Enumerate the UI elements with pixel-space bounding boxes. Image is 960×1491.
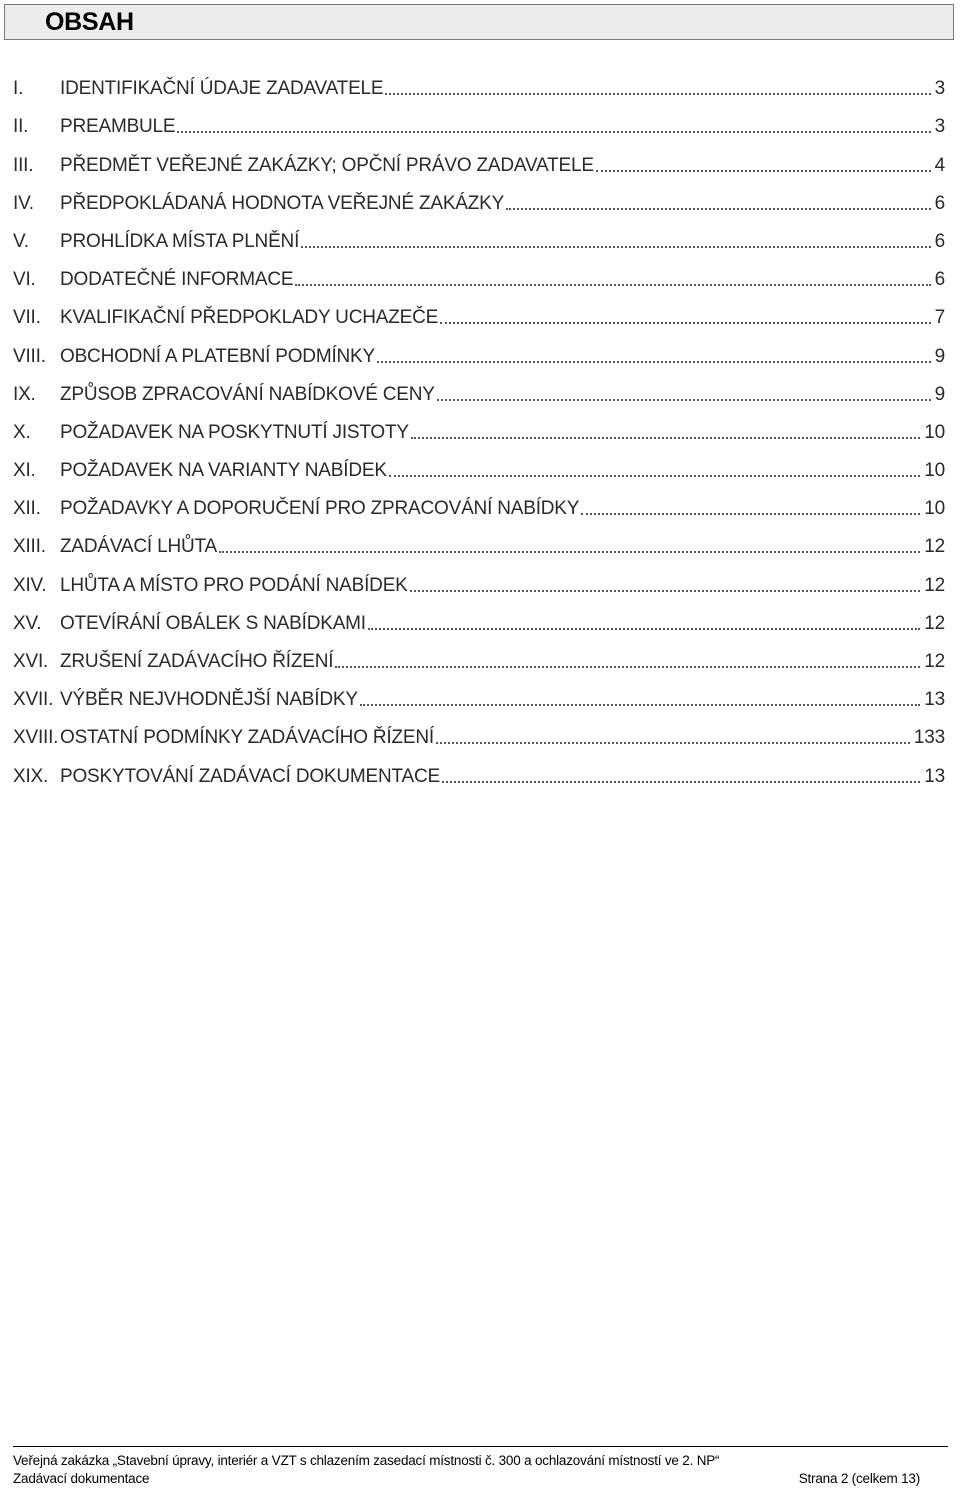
toc-entry[interactable] xyxy=(13,444,945,482)
toc-dot-leader xyxy=(389,475,920,477)
toc-entry-page: 13 xyxy=(924,689,945,711)
toc-dot-leader xyxy=(596,170,931,172)
toc-entry-number: IV. xyxy=(13,192,34,214)
toc-entry[interactable] xyxy=(13,711,945,749)
toc-entry[interactable] xyxy=(13,406,945,444)
toc-entry-number: XV. xyxy=(13,612,42,634)
toc-entry[interactable] xyxy=(13,215,945,253)
footer-divider xyxy=(13,1446,948,1447)
toc-entry[interactable] xyxy=(13,329,945,367)
toc-entry-page: 12 xyxy=(924,536,945,558)
toc-entry-page: 13 xyxy=(924,765,945,787)
toc-entry-number: V. xyxy=(13,230,29,252)
toc-dot-leader xyxy=(581,513,920,515)
toc-entry-label: OSTATNÍ PODMÍNKY ZADÁVACÍHO ŘÍZENÍ xyxy=(60,727,434,749)
toc-dot-leader xyxy=(177,131,930,133)
toc-entry-label: POŽADAVKY A DOPORUČENÍ PRO ZPRACOVÁNÍ NABÍDKY xyxy=(60,498,580,520)
toc-dot-leader xyxy=(335,666,920,668)
toc-entry-page: 12 xyxy=(924,574,945,596)
toc-entry-page: 6 xyxy=(934,230,945,252)
toc-entry-number: X. xyxy=(13,421,31,443)
toc-dot-leader xyxy=(301,246,930,248)
toc-entry-label: OTEVÍRÁNÍ OBÁLEK S NABÍDKAMI xyxy=(60,612,366,634)
toc-dot-leader xyxy=(377,361,931,363)
toc-entry-page: 133 xyxy=(913,727,945,749)
toc-entry-page: 9 xyxy=(934,383,945,405)
toc-entry-label: KVALIFIKAČNÍ PŘEDPOKLADY UCHAZEČE xyxy=(60,307,439,329)
toc-entry-label: OBCHODNÍ A PLATEBNÍ PODMÍNKY xyxy=(60,345,376,367)
toc-entry-number: XIX. xyxy=(13,765,49,787)
toc-entry-page: 12 xyxy=(924,612,945,634)
footer-contract-title: Veřejná zakázka „Stavební úpravy, interiér a VZT s chlazením zasedací místnosti č. 300 a ochlazování místností ve 2. NP“ xyxy=(13,1453,720,1468)
footer-doc-name: Zadávací dokumentace xyxy=(13,1471,150,1486)
toc-entry-number: XI. xyxy=(13,460,36,482)
toc-dot-leader xyxy=(219,551,920,553)
toc-entry-page: 4 xyxy=(934,154,945,176)
toc-entry-page: 6 xyxy=(934,192,945,214)
toc-dot-leader xyxy=(368,628,920,630)
toc-entry-label: PŘEDPOKLÁDANÁ HODNOTA VEŘEJNÉ ZAKÁZKY xyxy=(60,192,505,214)
toc-entry-number: VI. xyxy=(13,269,36,291)
table-of-contents xyxy=(13,62,945,788)
toc-entry-label: VÝBĚR NEJVHODNĚJŠÍ NABÍDKY xyxy=(60,689,358,711)
toc-entry[interactable] xyxy=(13,749,945,787)
toc-entry-label: LHŮTA A MÍSTO PRO PODÁNÍ NABÍDEK xyxy=(60,574,408,596)
toc-entry-number: IX. xyxy=(13,383,36,405)
toc-entry[interactable] xyxy=(13,138,945,176)
toc-entry[interactable] xyxy=(13,177,945,215)
toc-entry-label: POŽADAVEK NA VARIANTY NABÍDEK xyxy=(60,460,387,482)
toc-entry-number: XVIII. xyxy=(13,727,59,749)
toc-dot-leader xyxy=(440,322,931,324)
toc-dot-leader xyxy=(506,208,930,210)
toc-entry-number: XII. xyxy=(13,498,41,520)
toc-entry-label: POSKYTOVÁNÍ ZADÁVACÍ DOKUMENTACE xyxy=(60,765,441,787)
toc-entry-label: ZADÁVACÍ LHŮTA xyxy=(60,536,217,558)
toc-entry-number: XVII. xyxy=(13,689,54,711)
toc-heading-title: OBSAH xyxy=(45,8,134,36)
toc-entry-number: XVI. xyxy=(13,651,49,672)
toc-entry-page: 12 xyxy=(924,651,945,672)
toc-entry-label: PŘEDMĚT VEŘEJNÉ ZAKÁZKY; OPČNÍ PRÁVO ZADAVATELE xyxy=(60,154,594,176)
toc-entry-label: IDENTIFIKAČNÍ ÚDAJE ZADAVATELE xyxy=(60,78,384,100)
toc-dot-leader xyxy=(411,437,920,439)
toc-dot-leader xyxy=(385,93,930,95)
toc-dot-leader xyxy=(410,590,921,592)
toc-entry-label: POŽADAVEK NA POSKYTNUTÍ JISTOTY xyxy=(60,421,409,443)
toc-entry[interactable] xyxy=(13,100,945,138)
toc-dot-leader xyxy=(437,399,931,401)
toc-entry-page: 10 xyxy=(924,421,945,443)
toc-entry-number: XIII. xyxy=(13,536,46,558)
toc-dot-leader xyxy=(436,742,910,744)
toc-dot-leader xyxy=(442,781,920,783)
toc-heading-box xyxy=(4,4,954,40)
toc-entry-label: DODATEČNÉ INFORMACE xyxy=(60,269,294,291)
toc-entry-number: XIV. xyxy=(13,574,47,596)
toc-entry-number: VIII. xyxy=(13,345,46,367)
toc-entry-label: ZPŮSOB ZPRACOVÁNÍ NABÍDKOVÉ CENY xyxy=(60,383,435,405)
toc-entry[interactable] xyxy=(13,673,945,711)
toc-entry[interactable] xyxy=(13,597,945,635)
toc-entry-page: 10 xyxy=(924,460,945,482)
toc-entry-number: II. xyxy=(13,116,29,138)
toc-entry-page: 9 xyxy=(934,345,945,367)
toc-entry[interactable] xyxy=(13,291,945,329)
toc-entry[interactable] xyxy=(13,253,945,291)
toc-entry-page: 10 xyxy=(924,498,945,520)
toc-entry-page: 6 xyxy=(934,269,945,291)
toc-entry[interactable] xyxy=(13,520,945,558)
toc-entry-page: 3 xyxy=(934,116,945,138)
toc-entry[interactable] xyxy=(13,558,945,596)
toc-entry[interactable] xyxy=(13,482,945,520)
toc-dot-leader xyxy=(295,284,930,286)
footer-page-number: Strana 2 (celkem 13) xyxy=(798,1471,920,1486)
toc-entry-label: ZRUŠENÍ ZADÁVACÍHO ŘÍZENÍ xyxy=(60,651,334,672)
toc-entry-label: PROHLÍDKA MÍSTA PLNĚNÍ xyxy=(60,230,300,252)
toc-entry[interactable] xyxy=(13,368,945,406)
toc-entry-label: PREAMBULE xyxy=(60,116,176,138)
toc-entry[interactable] xyxy=(13,62,945,100)
footer-doc-line xyxy=(13,1471,920,1486)
toc-dot-leader xyxy=(360,704,920,706)
toc-entry-number: VII. xyxy=(13,307,41,329)
toc-entry-page: 3 xyxy=(934,78,945,100)
toc-entry[interactable] xyxy=(13,635,945,673)
toc-entry-number: III. xyxy=(13,154,34,176)
toc-entry-page: 7 xyxy=(934,307,945,329)
toc-entry-number: I. xyxy=(13,78,24,100)
